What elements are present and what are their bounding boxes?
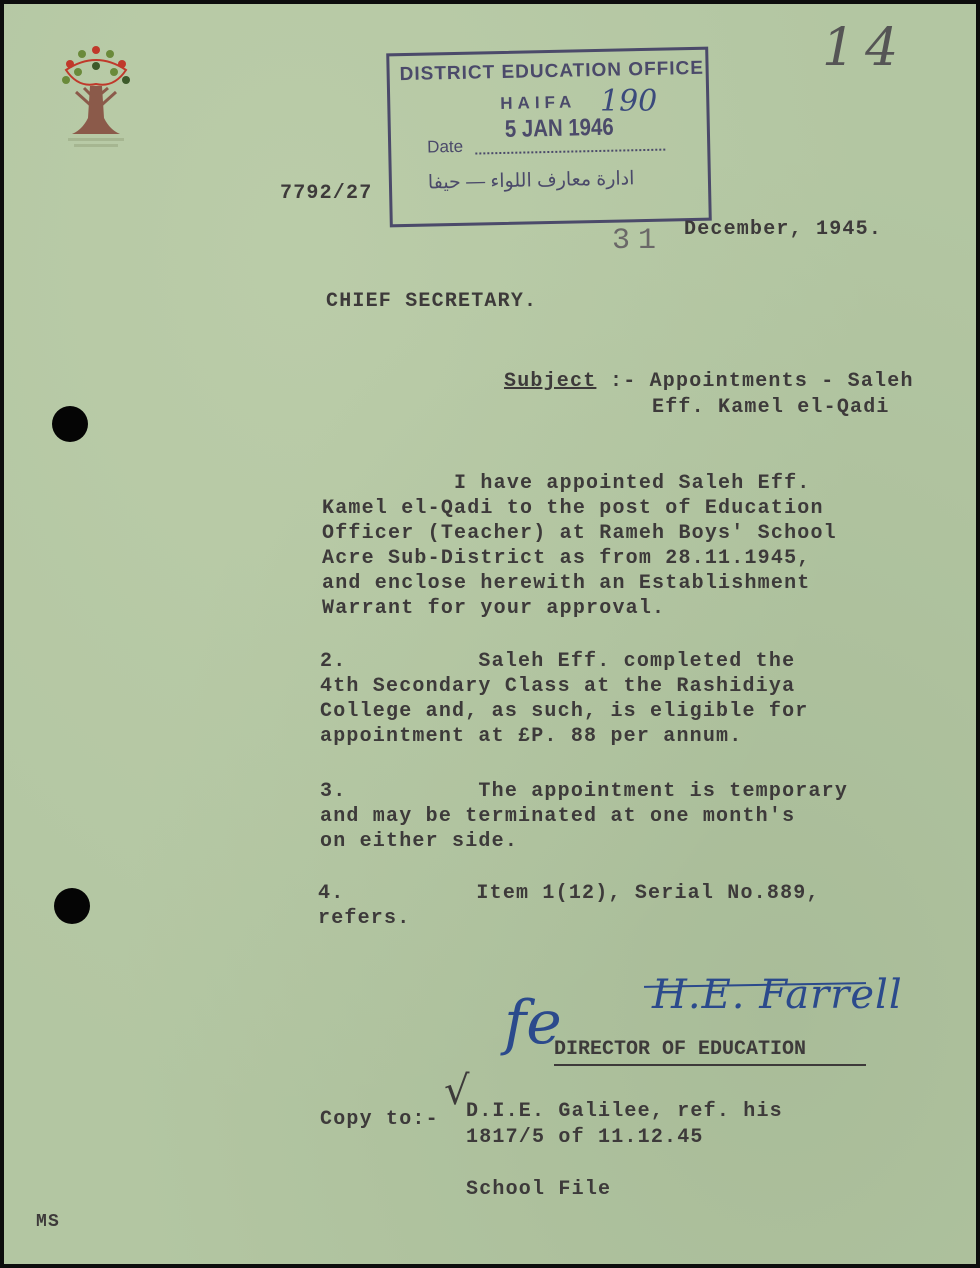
district-education-office-stamp [386,47,712,228]
stamp-office: DISTRICT EDUCATION OFFICE [399,57,705,86]
date-day: 31 [612,224,665,258]
tick-mark: √ [444,1068,470,1114]
text-line: I have appointed Saleh Eff. [322,472,811,495]
text-line: College and, as such, is eligible for [320,700,809,723]
footer-initials: MS [36,1212,61,1232]
text-line: 3. The appointment is temporary [320,780,849,803]
archive-logo [54,40,138,152]
text-line: refers. [318,907,411,930]
stamp-date-label: Date [426,136,464,157]
text-line: on either side. [320,830,519,853]
signatory-title: DIRECTOR OF EDUCATION [554,1038,807,1061]
text-line: Acre Sub-District as from 28.11.1945, [322,547,811,570]
copy-line-3: School File [466,1178,612,1201]
stamp-city: HAIFA [500,92,577,114]
subject-line-1: :- Appointments - Saleh [610,370,914,393]
paragraph-4 [318,882,820,974]
stamp-handwritten-number: 190 [600,84,658,119]
copy-line-1: D.I.E. Galilee, ref. his [466,1100,783,1123]
handwritten-initials: fe [504,988,562,1058]
document-page [4,4,976,1264]
punch-hole-top [52,406,88,442]
text-line: 4th Secondary Class at the Rashidiya [320,675,796,698]
title-underline [554,1064,866,1066]
copy-label: Copy to:- [320,1108,439,1131]
subject-line-2: Eff. Kamel el-Qadi [652,396,890,419]
page-number: 14 [822,18,909,78]
handwritten-signature: H.E. Farrell [652,972,903,1018]
paragraph-1 [322,472,837,656]
date-text: December, 1945. [684,218,883,241]
text-line: and enclose herewith an Establishment [322,572,811,595]
stamp-date-dots [475,149,665,155]
text-line: 2. Saleh Eff. completed the [320,650,796,673]
subject-label: Subject [504,370,597,393]
reference-number: 7792/27 [280,182,373,205]
stamp-arabic: ادارة معارف اللواء — حيفا [427,168,635,194]
text-line: and may be terminated at one month's [320,805,796,828]
paragraph-2 [320,650,809,788]
text-line: appointment at £P. 88 per annum. [320,725,743,748]
text-line: Warrant for your approval. [322,597,666,620]
text-line: Officer (Teacher) at Rameh Boys' School [322,522,837,545]
text-line: 4. Item 1(12), Serial No.889, [318,882,820,905]
addressee: CHIEF SECRETARY. [326,290,538,313]
text-line: Kamel el-Qadi to the post of Education [322,497,824,520]
punch-hole-bottom [54,888,90,924]
copy-line-2: 1817/5 of 11.12.45 [466,1126,704,1149]
stamp-date: 5 JAN 1946 [504,113,614,143]
